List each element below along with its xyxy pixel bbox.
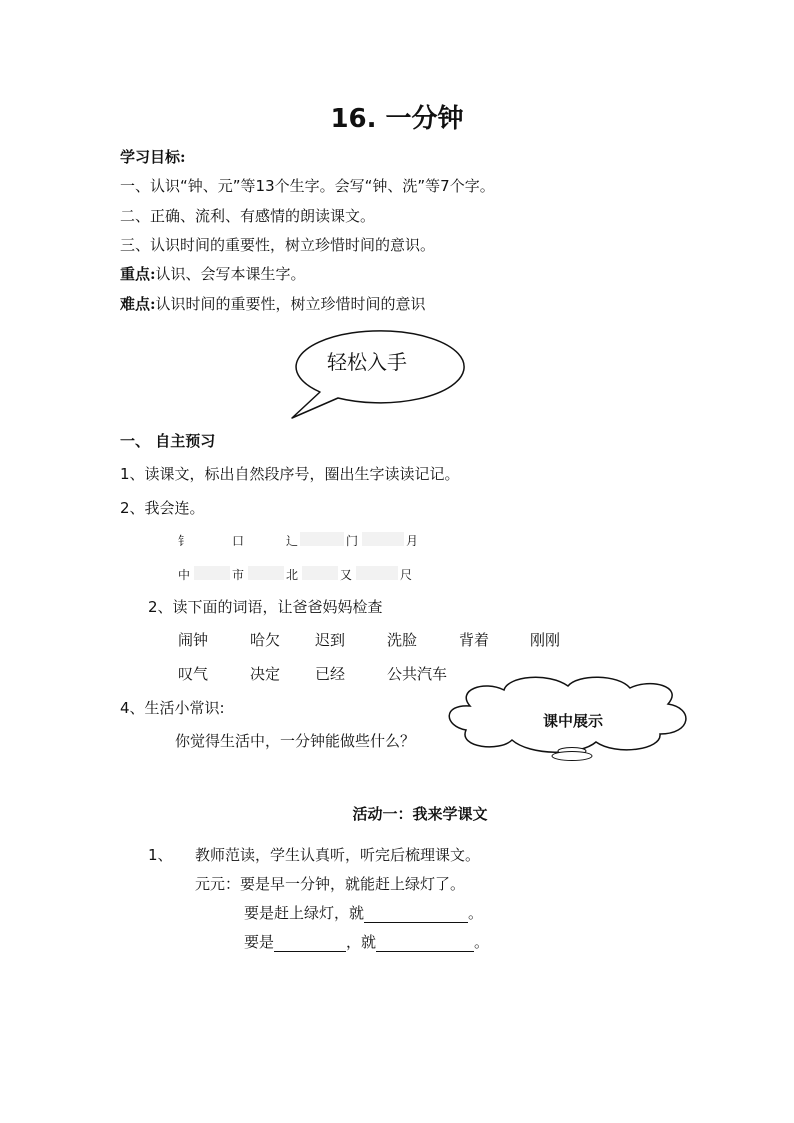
match-char: 市 <box>232 568 245 582</box>
goals-heading: 学习目标: <box>120 148 186 166</box>
bubble-label-start: 轻松入手 <box>327 350 407 374</box>
activity-line-3 <box>244 902 483 923</box>
section-heading-preview: 一、 自主预习 <box>120 432 216 450</box>
question-4: 4、生活小常识: <box>120 699 225 717</box>
question-2: 2、我会连。 <box>120 499 205 517</box>
fill-blank[interactable] <box>364 906 468 923</box>
word-item: 已经 <box>315 665 346 683</box>
match-char: 口 <box>232 534 245 548</box>
activity-number: 1、 <box>148 846 173 864</box>
match-char: 辶 <box>286 534 299 548</box>
key-point-label: 重点: <box>120 265 156 283</box>
match-char: 门 <box>346 534 359 548</box>
line-3-end: 。 <box>468 904 484 922</box>
word-item: 迟到 <box>315 631 346 649</box>
goal-item-1: 一、认识“钟、元”等13个生字。会写“钟、洗”等7个字。 <box>120 177 495 195</box>
question-1: 1、读课文，标出自然段序号，圈出生字读读记记。 <box>120 465 460 483</box>
question-3: 2、读下面的词语，让爸爸妈妈检查 <box>148 598 383 616</box>
goal-item-2: 二、正确、流利、有感情的朗读课文。 <box>120 207 376 225</box>
word-item: 背着 <box>459 631 490 649</box>
activity-line-2: 元元：要是早一分钟，就能赶上绿灯了。 <box>195 875 466 893</box>
match-char: 尺 <box>400 568 413 582</box>
word-item: 哈欠 <box>250 631 281 649</box>
word-item: 刚刚 <box>530 631 561 649</box>
goal-item-3: 三、认识时间的重要性，树立珍惜时间的意识。 <box>120 236 436 254</box>
match-char: 中 <box>178 568 191 582</box>
key-point-text: 认识、会写本课生字。 <box>155 265 306 283</box>
line-4-text: 要是 <box>244 933 275 951</box>
difficult-point-label: 难点: <box>120 295 156 313</box>
word-item: 公共汽车 <box>387 665 448 683</box>
word-item: 闹钟 <box>178 631 209 649</box>
match-char: 月 <box>406 534 419 548</box>
difficult-point-text: 认识时间的重要性，树立珍惜时间的意识 <box>155 295 426 313</box>
fill-blank[interactable] <box>274 935 346 952</box>
line-4-mid: ，就 <box>346 933 377 951</box>
line-4-end: 。 <box>474 933 490 951</box>
question-4-text: 你觉得生活中，一分钟能做些什么？ <box>175 732 416 750</box>
page-title: 16. 一分钟 <box>330 104 464 134</box>
match-char: 钅 <box>178 534 191 548</box>
activity-heading: 活动一：我来学课文 <box>352 805 488 823</box>
word-item: 决定 <box>250 665 281 683</box>
word-item: 洗脸 <box>387 631 418 649</box>
activity-line-1: 教师范读，学生认真听，听完后梳理课文。 <box>195 846 481 864</box>
match-char: 又 <box>340 568 353 582</box>
activity-line-4 <box>244 931 489 952</box>
line-3-text: 要是赶上绿灯，就 <box>244 904 365 922</box>
word-item: 叹气 <box>178 665 209 683</box>
cloud-label-classroom: 课中展示 <box>542 712 603 730</box>
fill-blank[interactable] <box>376 935 474 952</box>
match-char: 北 <box>286 568 299 582</box>
